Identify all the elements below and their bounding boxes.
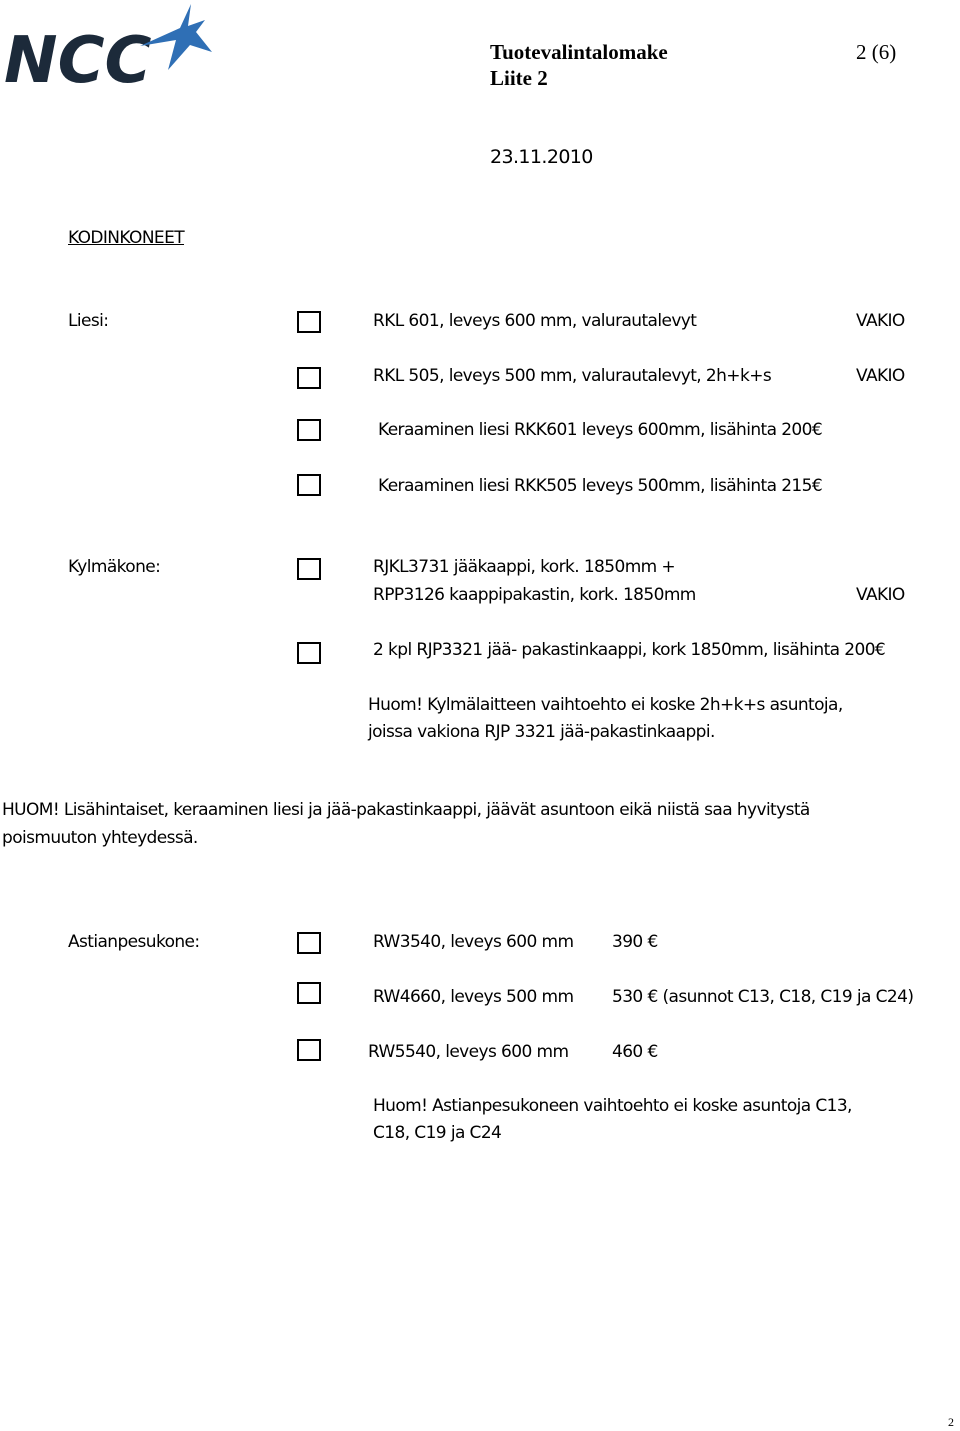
kylmakone-option-1-checkbox[interactable]: [297, 558, 321, 580]
document-date: 23.11.2010: [490, 146, 593, 168]
document-title: Tuotevalintalomake: [490, 40, 668, 64]
astianpesukone-option-1-price: 390 €: [612, 932, 658, 952]
liesi-option-2-status: VAKIO: [856, 366, 905, 386]
liesi-option-2-text: RKL 505, leveys 500 mm, valurautalevyt, 2h+k+s: [373, 366, 772, 386]
astianpesukone-option-1-checkbox[interactable]: [297, 932, 321, 954]
liesi-option-3-text: Keraaminen liesi RKK601 leveys 600mm, lisähinta 200€: [378, 420, 823, 440]
liesi-label: Liesi:: [68, 311, 109, 331]
warning-line1: HUOM! Lisähintaiset, keraaminen liesi ja jää-pakastinkaappi, jäävät asuntoon eikä niistä saa hyvitystä: [2, 800, 810, 820]
kylmakone-note-line1: Huom! Kylmälaitteen vaihtoehto ei koske 2h+k+s asuntoja,: [368, 695, 843, 715]
astianpesukone-option-2-checkbox[interactable]: [297, 982, 321, 1004]
warning-line2: poismuuton yhteydessä.: [2, 828, 198, 848]
footer-page-number: 2: [948, 1415, 954, 1429]
astianpesukone-option-3-checkbox[interactable]: [297, 1039, 321, 1061]
liesi-option-4-checkbox[interactable]: [297, 474, 321, 496]
kylmakone-label: Kylmäkone:: [68, 557, 161, 577]
astianpesukone-option-2-name: RW4660, leveys 500 mm: [373, 987, 574, 1007]
astianpesukone-note-line1: Huom! Astianpesukoneen vaihtoehto ei koske asuntoja C13,: [373, 1096, 852, 1116]
astianpesukone-note-line2: C18, C19 ja C24: [373, 1123, 502, 1143]
astianpesukone-option-2-price: 530 € (asunnot C13, C18, C19 ja C24): [612, 987, 914, 1007]
liesi-option-1-text: RKL 601, leveys 600 mm, valurautalevyt: [373, 311, 697, 331]
astianpesukone-option-3-name: RW5540, leveys 600 mm: [368, 1042, 569, 1062]
page-indicator: 2 (6): [856, 40, 897, 64]
kylmakone-option-2-checkbox[interactable]: [297, 642, 321, 664]
liesi-option-1-status: VAKIO: [856, 311, 905, 331]
liesi-option-2-checkbox[interactable]: [297, 367, 321, 389]
kylmakone-option-2-text: 2 kpl RJP3321 jää- pakastinkaappi, kork 1850mm, lisähinta 200€: [373, 640, 886, 660]
astianpesukone-option-1-name: RW3540, leveys 600 mm: [373, 932, 574, 952]
liesi-option-4-text: Keraaminen liesi RKK505 leveys 500mm, lisähinta 215€: [378, 476, 823, 496]
document-subtitle: Liite 2: [490, 66, 548, 90]
kylmakone-option-1-status: VAKIO: [856, 585, 905, 605]
astianpesukone-option-3-price: 460 €: [612, 1042, 658, 1062]
astianpesukone-label: Astianpesukone:: [68, 932, 200, 952]
kylmakone-option-1-line1: RJKL3731 jääkaappi, kork. 1850mm +: [373, 557, 676, 577]
kylmakone-note-line2: joissa vakiona RJP 3321 jää-pakastinkaappi.: [368, 722, 715, 742]
kylmakone-option-1-line2: RPP3126 kaappipakastin, kork. 1850mm: [373, 585, 696, 605]
liesi-option-1-checkbox[interactable]: [297, 311, 321, 333]
ncc-logo-text: NCC: [4, 24, 152, 90]
section-title: KODINKONEET: [68, 228, 185, 248]
liesi-option-3-checkbox[interactable]: [297, 419, 321, 441]
ncc-logo: [0, 0, 220, 90]
